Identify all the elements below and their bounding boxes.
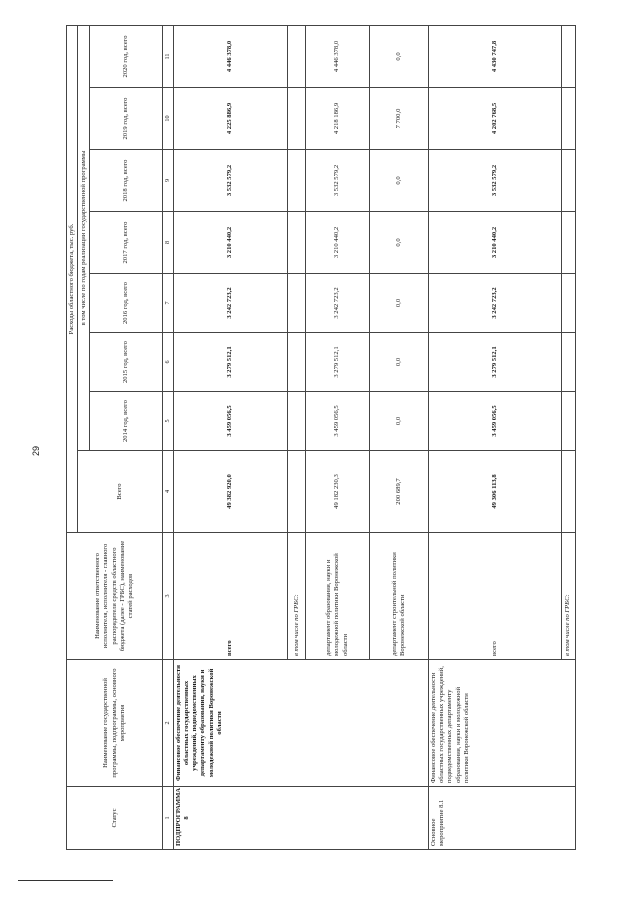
row-label-total: всего	[173, 533, 287, 660]
value-cell: 49 306 113,8	[428, 451, 561, 533]
table-row	[428, 25, 561, 849]
header-2014: 2014 год, всего	[89, 392, 163, 451]
value-cell: 3 210 440,2	[173, 212, 287, 274]
value-cell	[561, 212, 575, 274]
value-cell: 4 202 768,5	[428, 88, 561, 150]
column-number: 9	[163, 150, 173, 212]
table-row	[173, 25, 287, 849]
row-label-dept-construction: департамент строительной политики Воронежской области	[369, 533, 428, 660]
row-label-grbs: в том числе по ГРБС:	[288, 533, 306, 660]
row-label-total: всего	[428, 533, 561, 660]
column-number: 10	[163, 88, 173, 150]
header-2020: 2020 год, всего	[89, 25, 163, 87]
value-cell: 0,0	[369, 333, 428, 392]
header-2016: 2016 год, всего	[89, 274, 163, 333]
value-cell: 0,0	[369, 25, 428, 87]
footnote-separator	[18, 880, 113, 881]
column-number: 8	[163, 212, 173, 274]
value-cell: 3 279 512,1	[428, 333, 561, 392]
value-cell: 49 182 230,3	[306, 451, 369, 533]
value-cell	[288, 88, 306, 150]
value-cell: 200 689,7	[369, 451, 428, 533]
value-cell: 0,0	[369, 274, 428, 333]
value-cell	[288, 274, 306, 333]
value-cell: 4 225 886,9	[173, 88, 287, 150]
header-2017: 2017 год, всего	[89, 212, 163, 274]
header-expenses: Расходы областного бюджета, тыс. руб.	[67, 25, 78, 532]
column-number: 3	[163, 533, 173, 660]
budget-table	[66, 25, 576, 850]
column-number: 1	[163, 787, 173, 850]
value-cell: 3 532 579,2	[173, 150, 287, 212]
value-cell: 4 446 378,0	[173, 25, 287, 87]
measure-status: Основное мероприятие 8.1	[428, 787, 575, 850]
value-cell	[288, 392, 306, 451]
value-cell	[561, 274, 575, 333]
value-cell	[288, 333, 306, 392]
value-cell	[288, 150, 306, 212]
value-cell: 0,0	[369, 392, 428, 451]
row-label-dept-education: департамент образования, науки и молодежной политики Воронежской области	[306, 533, 369, 660]
page-number: 29	[31, 446, 41, 457]
header-executor: Наименование ответственного исполнителя, исполнителя - главного распорядителя средств областного бюджета (далее - ГРБС), наименование статей расходов	[67, 533, 163, 660]
header-2015: 2015 год, всего	[89, 333, 163, 392]
value-cell: 3 532 579,2	[428, 150, 561, 212]
row-label-grbs: в том числе по ГРБС:	[561, 533, 575, 660]
value-cell: 3 242 723,2	[428, 274, 561, 333]
value-cell: 0,0	[369, 212, 428, 274]
header-status: Статус	[67, 787, 163, 850]
value-cell: 3 459 056,5	[428, 392, 561, 451]
value-cell: 4 446 378,0	[306, 25, 369, 87]
column-number: 6	[163, 333, 173, 392]
measure-name: Финансовое обеспечение деятельности областных государственных учреждений, подведомственных департаменту образования, науки и молодежной политики Воронежской области	[428, 660, 575, 787]
value-cell: 3 210 440,2	[306, 212, 369, 274]
header-total: Всего	[78, 451, 163, 533]
value-cell: 3 242 723,2	[306, 274, 369, 333]
value-cell: 7 700,0	[369, 88, 428, 150]
column-number: 7	[163, 274, 173, 333]
header-2018: 2018 год, всего	[89, 150, 163, 212]
column-number: 4	[163, 451, 173, 533]
header-by-years: в том числе по годам реализации государственной программы	[78, 25, 89, 450]
value-cell	[561, 392, 575, 451]
value-cell	[561, 451, 575, 533]
value-cell: 3 210 440,2	[428, 212, 561, 274]
subprogram-status: ПОДПРОГРАММА 8	[173, 787, 428, 850]
value-cell: 4 218 186,9	[306, 88, 369, 150]
header-2019: 2019 год, всего	[89, 88, 163, 150]
value-cell: 4 430 747,8	[428, 25, 561, 87]
column-number: 11	[163, 25, 173, 87]
budget-table-rotated	[66, 26, 576, 850]
value-cell	[288, 451, 306, 533]
value-cell: 3 532 579,2	[306, 150, 369, 212]
value-cell	[288, 25, 306, 87]
column-number-row	[163, 25, 173, 849]
value-cell: 3 242 723,2	[173, 274, 287, 333]
value-cell	[561, 88, 575, 150]
value-cell	[561, 333, 575, 392]
value-cell: 3 459 056,5	[173, 392, 287, 451]
value-cell: 3 279 512,1	[173, 333, 287, 392]
subprogram-name: Финансовое обеспечение деятельности областных государственных учреждений, подведомственных департаменту образования, науки и молодежной политики Воронежской области	[173, 660, 428, 787]
value-cell: 3 279 512,1	[306, 333, 369, 392]
value-cell	[561, 25, 575, 87]
column-number: 2	[163, 660, 173, 787]
value-cell	[288, 212, 306, 274]
column-number: 5	[163, 392, 173, 451]
value-cell: 3 459 056,5	[306, 392, 369, 451]
header-name: Наименование государственной программы, подпрограммы, основного мероприятия	[67, 660, 163, 787]
value-cell: 0,0	[369, 150, 428, 212]
value-cell: 49 382 920,0	[173, 451, 287, 533]
value-cell	[561, 150, 575, 212]
